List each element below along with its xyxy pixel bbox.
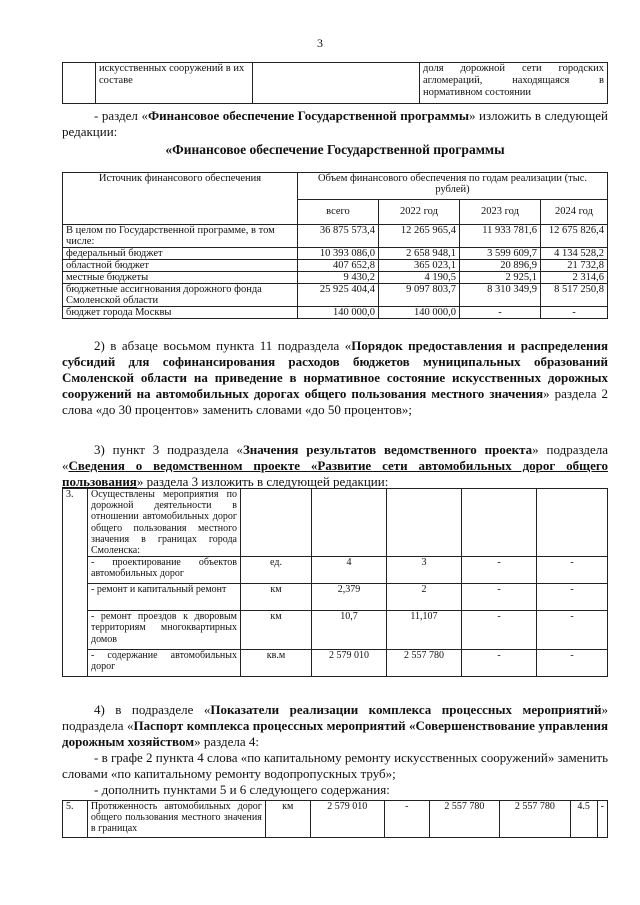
cell-2022: 140 000,0 — [379, 307, 460, 319]
cell-source: федеральный бюджет — [63, 248, 298, 260]
cell-2023: 11 933 781,6 — [460, 225, 541, 248]
header-total: всего — [298, 200, 379, 225]
table-cell — [312, 489, 387, 557]
cell-2022: 9 097 803,7 — [379, 284, 460, 307]
paragraph-3: 3) пункт 3 подраздела «Значения результатов ведомственного проекта» подраздела «Сведения о ведомственном проекте «Развитие сети автомобильных дорог общего пользования» раздела 3 изложить в следующей редакции: — [62, 442, 609, 489]
bottom-table — [62, 800, 608, 838]
cell-unit: км — [241, 611, 312, 650]
cell-v4: - — [537, 584, 608, 611]
cell-source: местные бюджеты — [63, 272, 298, 284]
cell-name: - ремонт и капитальный ремонт — [88, 584, 241, 611]
table-cell — [253, 63, 420, 104]
cell-v1: 2,379 — [312, 584, 387, 611]
header-volume: Объем финансового обеспечения по годам реализации (тыс. рублей) — [298, 173, 608, 200]
cell-v4: - — [537, 650, 608, 677]
cell-v2: 2 557 780 — [387, 650, 462, 677]
table-row — [63, 557, 608, 584]
cell-2022: 12 265 965,4 — [379, 225, 460, 248]
cell-v2: 2 — [387, 584, 462, 611]
cell-main: Осуществлены мероприятия по дорожной деятельности в отношении автомобильных дорог общего пользования местного значения в границах города Смоленска: — [88, 489, 241, 557]
finance-title: «Финансовое обеспечение Государственной программы — [165, 142, 505, 157]
cell-2023: 3 599 609,7 — [460, 248, 541, 260]
cell-2024: 21 732,8 — [541, 260, 608, 272]
cell-2023: - — [460, 307, 541, 319]
cell-source: бюджет города Москвы — [63, 307, 298, 319]
table-row — [63, 260, 608, 272]
table-cell — [387, 489, 462, 557]
cell-v2: - — [385, 801, 430, 838]
cell-unit: км — [241, 584, 312, 611]
table-row — [63, 611, 608, 650]
cell-2023: 2 925,1 — [460, 272, 541, 284]
table-row — [63, 650, 608, 677]
cell-source: областной бюджет — [63, 260, 298, 272]
header-2023: 2023 год — [460, 200, 541, 225]
table-row — [63, 63, 608, 104]
cell-v3: 2 557 780 — [429, 801, 500, 838]
cell-name: - содержание автомобильных дорог — [88, 650, 241, 677]
cell-total: 140 000,0 — [298, 307, 379, 319]
cell-2022: 4 190,5 — [379, 272, 460, 284]
cell-v3: - — [462, 557, 537, 584]
table-cell — [241, 489, 312, 557]
cell-2024: 2 314,6 — [541, 272, 608, 284]
cell-total: 407 652,8 — [298, 260, 379, 272]
table-cell — [462, 489, 537, 557]
cell-v6: - — [597, 801, 607, 838]
cell-2024: 8 517 250,8 — [541, 284, 608, 307]
cell-v2: 11,107 — [387, 611, 462, 650]
cell-v1: 10,7 — [312, 611, 387, 650]
paragraph-5: - в графе 2 пункта 4 слова «по капитальному ремонту искусственных сооружений» заменить словами «по капитальному ремонту водопропускных труб»; — [62, 750, 608, 781]
cell-v4: 2 557 780 — [500, 801, 571, 838]
cell-2024: 12 675 826,4 — [541, 225, 608, 248]
cell-source: В целом по Государственной программе, в том числе: — [63, 225, 298, 248]
cell-unit: км — [265, 801, 310, 838]
table-row — [63, 801, 608, 838]
table-row — [63, 248, 608, 260]
cell-unit: кв.м — [241, 650, 312, 677]
page-number: 3 — [317, 36, 323, 50]
row-number: 5. — [63, 801, 88, 838]
table-row — [63, 584, 608, 611]
cell-2024: 4 134 528,2 — [541, 248, 608, 260]
cell-2023: 8 310 349,9 — [460, 284, 541, 307]
cell-v3: - — [462, 650, 537, 677]
cell-v5: 4.5 — [570, 801, 597, 838]
cell-v4: - — [537, 557, 608, 584]
paragraph-6: - дополнить пунктами 5 и 6 следующего содержания: — [94, 782, 390, 797]
cell-v2: 3 — [387, 557, 462, 584]
header-source: Источник финансового обеспечения — [63, 173, 298, 225]
paragraph-4: 4) в подразделе «Показатели реализации комплекса процессных мероприятий» подраздела «Паспорт комплекса процессных мероприятий «Совершенствование управления дорожным хозяйством» раздела 4: — [62, 702, 608, 749]
cell-v4: - — [537, 611, 608, 650]
cell-total: 36 875 573,4 — [298, 225, 379, 248]
cell-name: - ремонт проездов к дворовым территориям многоквартирных домов — [88, 611, 241, 650]
table-row — [63, 173, 608, 200]
table-row — [63, 272, 608, 284]
cell-2024: - — [541, 307, 608, 319]
table-cell — [537, 489, 608, 557]
cell-v1: 2 579 010 — [310, 801, 384, 838]
cell-source: бюджетные ассигнования дорожного фонда Смоленской области — [63, 284, 298, 307]
cell-v1: 4 — [312, 557, 387, 584]
table-row — [63, 307, 608, 319]
cell-total: 25 925 404,4 — [298, 284, 379, 307]
table-row — [63, 489, 608, 557]
cell-v1: 2 579 010 — [312, 650, 387, 677]
table-cell: искусственных сооружений в их составе — [96, 63, 253, 104]
row-number: 3. — [63, 489, 88, 677]
table-row — [63, 284, 608, 307]
paragraph-1: - раздел «Финансовое обеспечение Государственной программы» изложить в следующей редакции: — [62, 108, 608, 139]
cell-v3: - — [462, 611, 537, 650]
finance-table — [62, 172, 608, 319]
header-2024: 2024 год — [541, 200, 608, 225]
cell-name: - проектирование объектов автомобильных дорог — [88, 557, 241, 584]
paragraph-2: 2) в абзаце восьмом пункта 11 подраздела «Порядок предоставления и распределения субсидий для софинансирования расходов бюджетов муниципальных образований Смоленской области на приведение в нормативное состояние искусственных дорожных сооружений на автомобильных дорогах общего пользования местного значения» раздела 2 слова «до 30 процентов» заменить словами «до 50 процентов»; — [62, 338, 608, 417]
table-row — [63, 225, 608, 248]
cell-name: Протяженность автомобильных дорог общего пользования местного значения в границах — [87, 801, 265, 838]
cell-2022: 2 658 948,1 — [379, 248, 460, 260]
cell-2022: 365 023,1 — [379, 260, 460, 272]
cell-unit: ед. — [241, 557, 312, 584]
project-table — [62, 488, 608, 677]
table-cell — [63, 63, 96, 104]
cell-total: 9 430,2 — [298, 272, 379, 284]
top-table-fragment — [62, 62, 608, 104]
cell-v3: - — [462, 584, 537, 611]
cell-total: 10 393 086,0 — [298, 248, 379, 260]
header-2022: 2022 год — [379, 200, 460, 225]
table-cell: доля дорожной сети городских агломераций, находящаяся в нормативном состоянии — [420, 63, 608, 104]
cell-2023: 20 896,9 — [460, 260, 541, 272]
